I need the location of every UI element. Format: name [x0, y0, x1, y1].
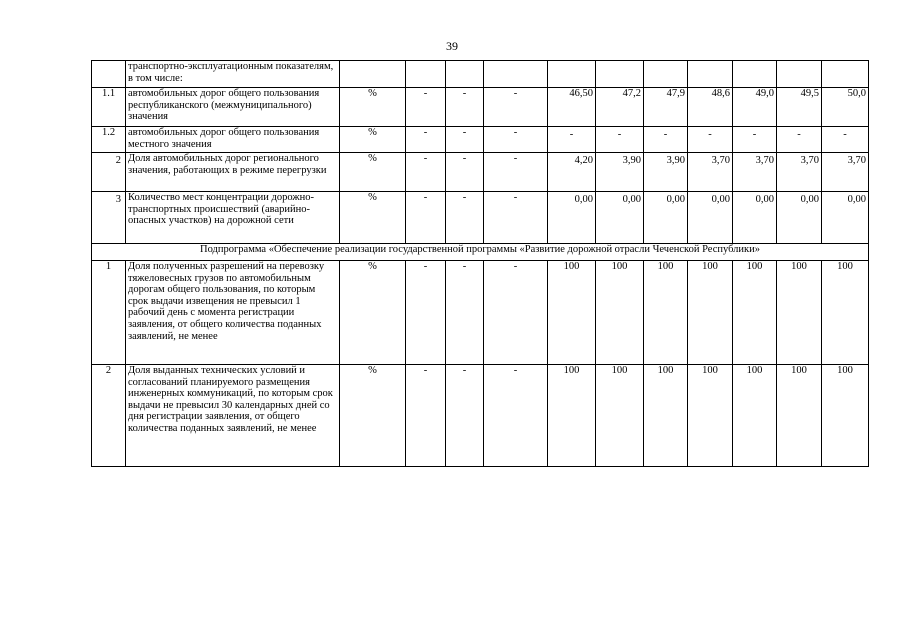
indicator-name: автомобильных дорог общего пользования местного значения	[126, 127, 340, 153]
year-value: 0,00	[822, 192, 869, 244]
year-value: 46,50	[548, 88, 596, 127]
row-number: 2	[92, 365, 126, 467]
year-value: 3,70	[822, 153, 869, 192]
base-value: -	[446, 127, 484, 153]
year-value: 100	[596, 365, 644, 467]
unit-cell: %	[340, 153, 406, 192]
year-value: -	[596, 127, 644, 153]
year-value: 49,0	[733, 88, 777, 127]
year-value: 100	[733, 365, 777, 467]
year-value	[733, 61, 777, 88]
base-value: -	[406, 88, 446, 127]
year-value: -	[688, 127, 733, 153]
subprogram-title: Подпрограмма «Обеспечение реализации государственной программы «Развитие дорожной отрасли Чеченской Республики»	[92, 244, 869, 261]
base-value: -	[484, 88, 548, 127]
page-number: 39	[446, 39, 458, 53]
year-value: 100	[548, 365, 596, 467]
table-row	[92, 61, 869, 88]
unit-cell: %	[340, 261, 406, 365]
year-value: 100	[822, 261, 869, 365]
base-value: -	[484, 153, 548, 192]
year-value: 48,6	[688, 88, 733, 127]
row-number: 1.1	[92, 88, 126, 127]
year-value: 3,90	[644, 153, 688, 192]
year-value: -	[777, 127, 822, 153]
unit-cell: %	[340, 127, 406, 153]
base-value: -	[446, 153, 484, 192]
year-value: 100	[596, 261, 644, 365]
year-value	[548, 61, 596, 88]
indicator-name: Количество мест концентрации дорожно-транспортных происшествий (аварийно-опасных участков) на дорожной сети	[126, 192, 340, 244]
year-value	[777, 61, 822, 88]
base-value: -	[484, 192, 548, 244]
base-value: -	[484, 127, 548, 153]
year-value	[596, 61, 644, 88]
year-value	[822, 61, 869, 88]
base-value	[406, 61, 446, 88]
unit-cell: %	[340, 88, 406, 127]
year-value: 0,00	[548, 192, 596, 244]
year-value	[644, 61, 688, 88]
year-value: 3,90	[596, 153, 644, 192]
year-value: 47,2	[596, 88, 644, 127]
row-number	[92, 61, 126, 88]
base-value: -	[406, 127, 446, 153]
base-value: -	[484, 365, 548, 467]
year-value: 0,00	[777, 192, 822, 244]
year-value: 100	[688, 261, 733, 365]
indicator-name: автомобильных дорог общего пользования республиканского (межмуниципального) значения	[126, 88, 340, 127]
indicator-name: Доля автомобильных дорог регионального значения, работающих в режиме перегрузки	[126, 153, 340, 192]
year-value: -	[822, 127, 869, 153]
indicator-name: Доля выданных технических условий и согласований планируемого размещения инженерных коммуникаций, по которым срок выдачи не превысил 30 календарных дней со дня регистрации заявления, от общего количества поданных заявлений, не менее	[126, 365, 340, 467]
year-value: 100	[777, 261, 822, 365]
unit-cell	[340, 61, 406, 88]
base-value	[484, 61, 548, 88]
year-value: -	[644, 127, 688, 153]
base-value	[446, 61, 484, 88]
year-value: 100	[688, 365, 733, 467]
row-number: 3	[92, 192, 126, 244]
year-value: 0,00	[644, 192, 688, 244]
row-number: 1	[92, 261, 126, 365]
unit-cell: %	[340, 192, 406, 244]
year-value: 100	[733, 261, 777, 365]
year-value: 3,70	[777, 153, 822, 192]
year-value: 0,00	[733, 192, 777, 244]
base-value: -	[406, 365, 446, 467]
unit-cell: %	[340, 365, 406, 467]
base-value: -	[406, 261, 446, 365]
year-value: 100	[548, 261, 596, 365]
table-row	[92, 365, 869, 467]
year-value: 0,00	[596, 192, 644, 244]
table-row	[92, 153, 869, 192]
subprogram-row	[92, 244, 869, 261]
base-value: -	[446, 88, 484, 127]
year-value: 49,5	[777, 88, 822, 127]
year-value: 100	[644, 261, 688, 365]
base-value: -	[406, 192, 446, 244]
year-value: 0,00	[688, 192, 733, 244]
base-value: -	[446, 192, 484, 244]
year-value: 4,20	[548, 153, 596, 192]
row-number: 2	[92, 153, 126, 192]
row-number: 1.2	[92, 127, 126, 153]
year-value: 3,70	[733, 153, 777, 192]
indicator-name: транспортно-эксплуатационным показателям, в том числе:	[126, 61, 340, 88]
table-row	[92, 261, 869, 365]
indicators-table	[91, 60, 869, 467]
base-value: -	[406, 153, 446, 192]
base-value: -	[484, 261, 548, 365]
table-row	[92, 88, 869, 127]
year-value: 47,9	[644, 88, 688, 127]
year-value: 3,70	[688, 153, 733, 192]
year-value: -	[733, 127, 777, 153]
table-row	[92, 127, 869, 153]
base-value: -	[446, 365, 484, 467]
year-value: 100	[644, 365, 688, 467]
indicator-name: Доля полученных разрешений на перевозку тяжеловесных грузов по автомобильным дорогам общего пользования, по которым срок выдачи извещения не превысил 1 рабочий день с момента регистрации заявления, от общего количества поданных заявлений, не менее	[126, 261, 340, 365]
year-value: 50,0	[822, 88, 869, 127]
year-value: -	[548, 127, 596, 153]
year-value: 100	[822, 365, 869, 467]
year-value	[688, 61, 733, 88]
table-row	[92, 192, 869, 244]
base-value: -	[446, 261, 484, 365]
year-value: 100	[777, 365, 822, 467]
